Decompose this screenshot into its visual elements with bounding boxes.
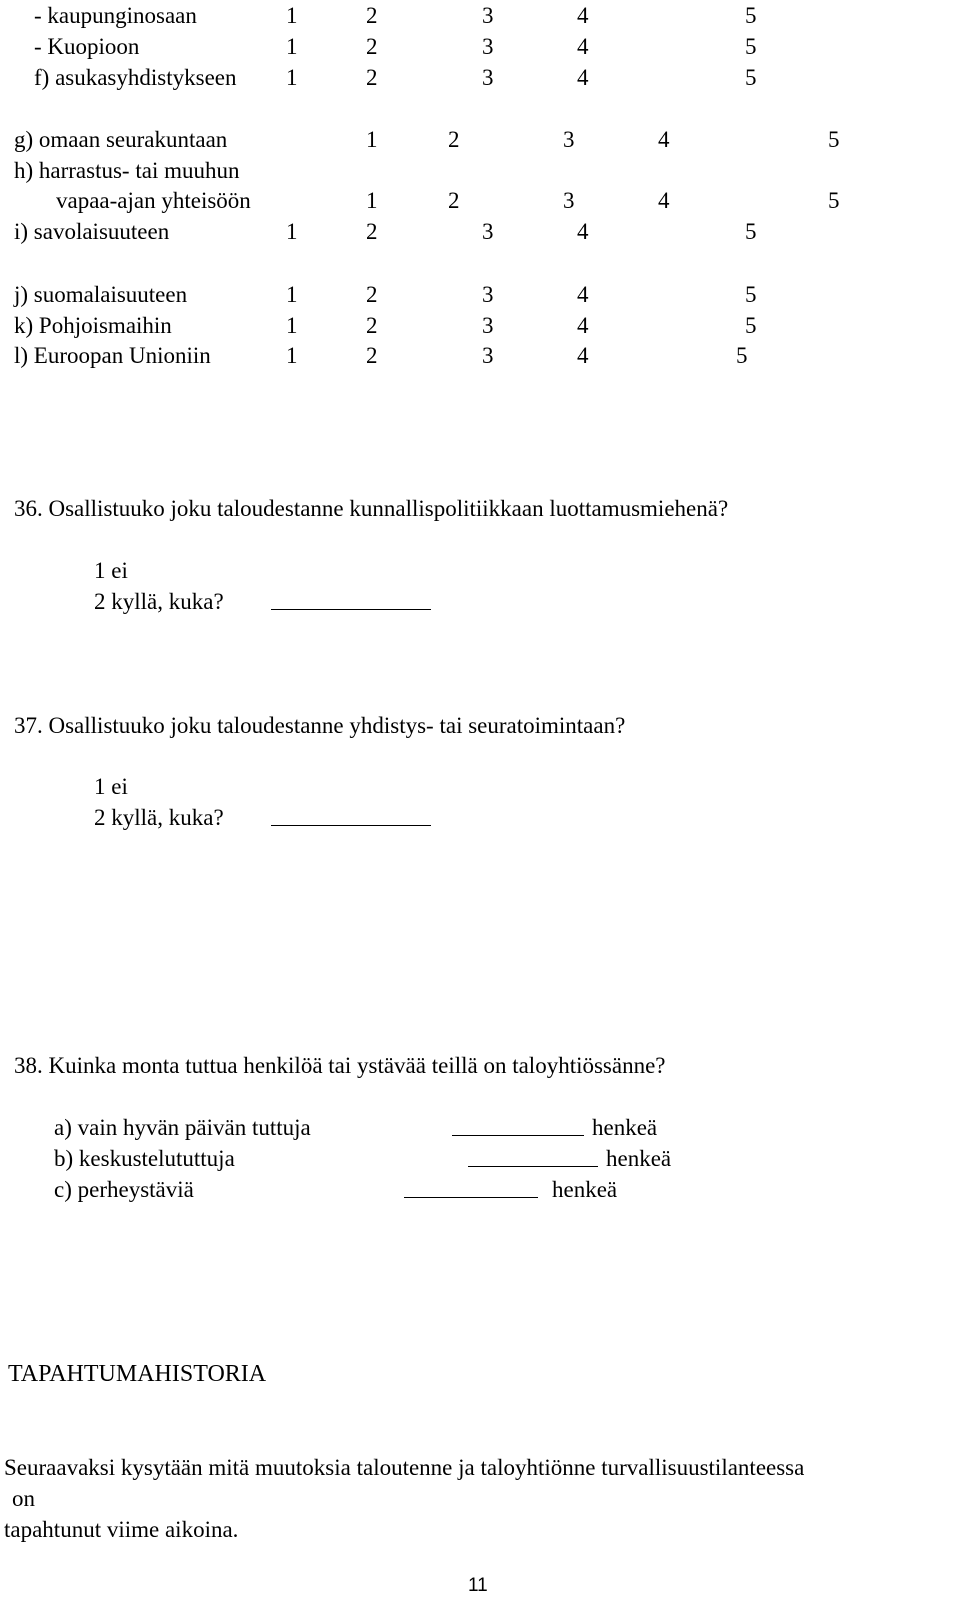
scale-value: 3 bbox=[482, 219, 494, 244]
scale-value: 4 bbox=[577, 219, 589, 244]
row-label: j) suomalaisuuteen bbox=[14, 282, 188, 307]
q36-who-field[interactable] bbox=[271, 609, 431, 610]
scale-value: 5 bbox=[736, 343, 748, 368]
scale-value: 5 bbox=[828, 127, 840, 152]
q38-count-field[interactable] bbox=[452, 1135, 584, 1136]
scale-value: 3 bbox=[482, 3, 494, 28]
scale-value: 4 bbox=[577, 65, 589, 90]
q38-count-field[interactable] bbox=[468, 1166, 598, 1167]
scale-value: 1 bbox=[286, 219, 298, 244]
scale-value: 5 bbox=[745, 3, 757, 28]
scale-value: 1 bbox=[286, 313, 298, 338]
row-label: - Kuopioon bbox=[34, 34, 140, 59]
scale-value: 1 bbox=[366, 127, 378, 152]
scale-value: 4 bbox=[577, 343, 589, 368]
scale-value: 4 bbox=[577, 282, 589, 307]
scale-value: 4 bbox=[577, 34, 589, 59]
scale-value: 3 bbox=[482, 313, 494, 338]
scale-value: 2 bbox=[448, 188, 460, 213]
row-label: f) asukasyhdistykseen bbox=[34, 65, 237, 90]
row-label: h) harrastus- tai muuhun bbox=[14, 158, 240, 183]
q38-item-unit: henkeä bbox=[552, 1177, 618, 1202]
scale-value: 2 bbox=[448, 127, 460, 152]
page-number: 11 bbox=[468, 1575, 488, 1596]
question-37: 37. Osallistuuko joku taloudestanne yhdistys- tai seuratoimintaan? bbox=[14, 713, 626, 738]
row-label: - kaupunginosaan bbox=[34, 3, 197, 28]
intro-line: tapahtunut viime aikoina. bbox=[4, 1517, 239, 1542]
section-heading: TAPAHTUMAHISTORIA bbox=[8, 1361, 267, 1387]
scale-value: 4 bbox=[658, 127, 670, 152]
q38-item-label: a) vain hyvän päivän tuttuja bbox=[54, 1115, 311, 1140]
scale-value: 1 bbox=[286, 65, 298, 90]
q36-option-yes[interactable]: 2 kyllä, kuka? bbox=[94, 589, 224, 614]
scale-value: 5 bbox=[745, 219, 757, 244]
scale-value: 3 bbox=[482, 343, 494, 368]
row-label: i) savolaisuuteen bbox=[14, 219, 170, 244]
q38-item-unit: henkeä bbox=[592, 1115, 658, 1140]
intro-line: Seuraavaksi kysytään mitä muutoksia taloutenne ja taloyhtiönne turvallisuustilanteessa bbox=[4, 1455, 805, 1480]
row-label: l) Euroopan Unioniin bbox=[14, 343, 211, 368]
scale-value: 4 bbox=[577, 3, 589, 28]
q36-option-no[interactable]: 1 ei bbox=[94, 558, 128, 583]
q37-option-yes[interactable]: 2 kyllä, kuka? bbox=[94, 805, 224, 830]
q38-item-label: b) keskustelututtuja bbox=[54, 1146, 235, 1171]
scale-value: 2 bbox=[366, 343, 378, 368]
scale-value: 1 bbox=[286, 282, 298, 307]
scale-value: 3 bbox=[563, 127, 575, 152]
q38-item-unit: henkeä bbox=[606, 1146, 672, 1171]
question-36: 36. Osallistuuko joku taloudestanne kunnallispolitiikkaan luottamusmiehenä? bbox=[14, 496, 729, 521]
scale-value: 3 bbox=[563, 188, 575, 213]
scale-value: 2 bbox=[366, 65, 378, 90]
intro-line: on bbox=[12, 1486, 35, 1511]
scale-value: 1 bbox=[286, 343, 298, 368]
scale-value: 5 bbox=[745, 313, 757, 338]
q37-option-no[interactable]: 1 ei bbox=[94, 774, 128, 799]
row-label: k) Pohjoismaihin bbox=[14, 313, 172, 338]
scale-value: 5 bbox=[745, 34, 757, 59]
scale-value: 3 bbox=[482, 65, 494, 90]
scale-value: 3 bbox=[482, 282, 494, 307]
scale-value: 5 bbox=[745, 65, 757, 90]
scale-value: 1 bbox=[366, 188, 378, 213]
q38-count-field[interactable] bbox=[404, 1197, 538, 1198]
scale-value: 2 bbox=[366, 282, 378, 307]
q38-item-label: c) perheystäviä bbox=[54, 1177, 194, 1202]
scale-value: 2 bbox=[366, 34, 378, 59]
scale-value: 1 bbox=[286, 3, 298, 28]
scale-value: 5 bbox=[828, 188, 840, 213]
scale-value: 4 bbox=[658, 188, 670, 213]
q37-who-field[interactable] bbox=[271, 825, 431, 826]
scale-value: 5 bbox=[745, 282, 757, 307]
scale-value: 1 bbox=[286, 34, 298, 59]
scale-value: 2 bbox=[366, 219, 378, 244]
row-label: vapaa-ajan yhteisöön bbox=[56, 188, 251, 213]
scale-value: 4 bbox=[577, 313, 589, 338]
row-label: g) omaan seurakuntaan bbox=[14, 127, 228, 152]
scale-value: 2 bbox=[366, 3, 378, 28]
scale-value: 3 bbox=[482, 34, 494, 59]
question-38: 38. Kuinka monta tuttua henkilöä tai ystävää teillä on taloyhtiössänne? bbox=[14, 1053, 666, 1078]
scale-value: 2 bbox=[366, 313, 378, 338]
